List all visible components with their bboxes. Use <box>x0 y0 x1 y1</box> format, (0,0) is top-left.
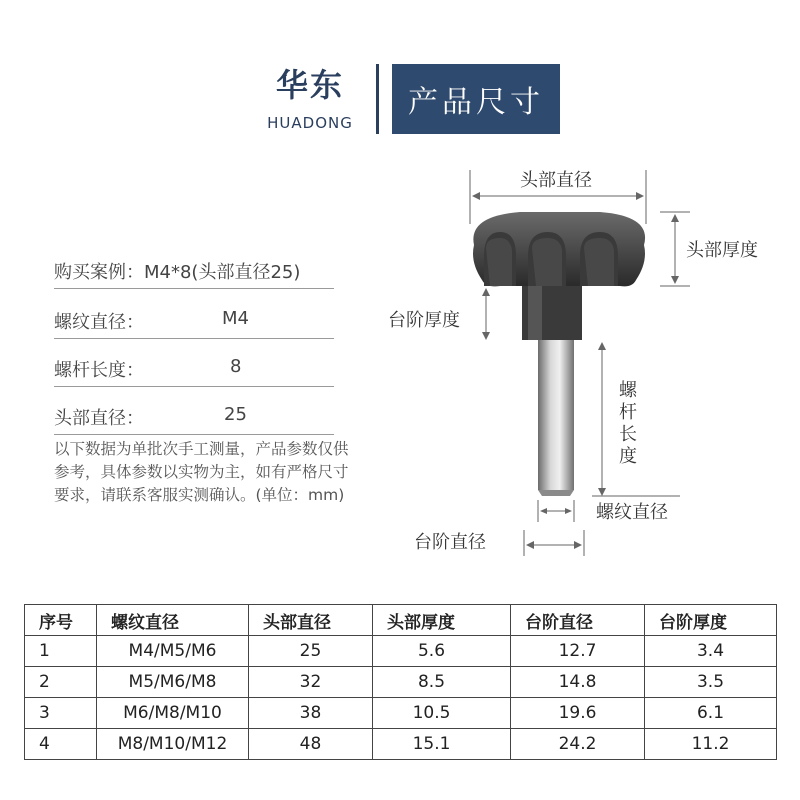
table-cell: 14.8 <box>511 667 645 698</box>
table-cell: M5/M6/M8 <box>97 667 249 698</box>
spec-value: M4 <box>222 308 249 329</box>
table-cell: M6/M8/M10 <box>97 698 249 729</box>
knob-head <box>473 212 645 286</box>
dim-step-diameter <box>524 530 584 556</box>
table-row <box>25 729 777 760</box>
label-screw-length-4: 度 <box>619 446 637 467</box>
label-screw-length-3: 长 <box>619 424 637 445</box>
table-cell: 2 <box>25 667 97 698</box>
table-cell: 4 <box>25 729 97 760</box>
col-header-thread: 螺纹直径 <box>97 605 249 636</box>
table-row <box>25 636 777 667</box>
table-header-row <box>25 605 777 636</box>
spec-label: 头部直径： <box>54 408 144 429</box>
spec-label: 螺纹直径： <box>54 312 144 333</box>
dim-step-thickness <box>482 288 490 340</box>
label-screw-length-1: 螺 <box>619 380 637 401</box>
brand-name-en: HUADONG <box>267 114 353 132</box>
table-cell: 3.5 <box>645 667 777 698</box>
collar-highlight <box>528 286 542 340</box>
table-row <box>25 667 777 698</box>
spec-label: 螺杆长度： <box>54 360 144 381</box>
table-cell: 19.6 <box>511 698 645 729</box>
table-cell: 48 <box>249 729 373 760</box>
label-head-thickness: 头部厚度 <box>686 240 758 261</box>
table-cell: 24.2 <box>511 729 645 760</box>
table-cell: 38 <box>249 698 373 729</box>
col-header-head-thickness: 头部厚度 <box>373 605 511 636</box>
label-step-diameter: 台阶直径 <box>414 532 486 553</box>
note-line: 参考，具体参数以实物为主，如有严格尺寸 <box>54 463 349 481</box>
spec-example: 购买案例：M4*8(头部直径25) <box>54 262 301 283</box>
spec-value: 8 <box>230 356 242 377</box>
label-thread-diameter: 螺纹直径 <box>596 502 668 523</box>
table-cell: 3.4 <box>645 636 777 667</box>
table-cell: M8/M10/M12 <box>97 729 249 760</box>
table-cell: 8.5 <box>373 667 511 698</box>
table-cell: 10.5 <box>373 698 511 729</box>
label-head-diameter: 头部直径 <box>520 170 592 191</box>
table-cell: 11.2 <box>645 729 777 760</box>
table-cell: 15.1 <box>373 729 511 760</box>
label-screw-length-2: 杆 <box>619 402 637 423</box>
size-table <box>24 604 777 760</box>
col-header-step-diameter: 台阶直径 <box>511 605 645 636</box>
col-header-index: 序号 <box>25 605 97 636</box>
dim-thread-diameter <box>538 500 574 522</box>
table-row <box>25 698 777 729</box>
table-cell: 5.6 <box>373 636 511 667</box>
table-cell: 1 <box>25 636 97 667</box>
table-cell: M4/M5/M6 <box>97 636 249 667</box>
table-cell: 3 <box>25 698 97 729</box>
table-cell: 32 <box>249 667 373 698</box>
spec-value: 25 <box>224 404 247 425</box>
note-line: 以下数据为单批次手工测量，产品参数仅供 <box>54 440 349 458</box>
brand-name-cn: 华东 <box>275 66 344 104</box>
col-header-step-thickness: 台阶厚度 <box>645 605 777 636</box>
table-cell: 6.1 <box>645 698 777 729</box>
note-line: 要求，请联系客服实测确认。(单位：mm) <box>54 486 345 504</box>
label-step-thickness: 台阶厚度 <box>388 310 460 331</box>
table-cell: 25 <box>249 636 373 667</box>
col-header-head-diameter: 头部直径 <box>249 605 373 636</box>
table-cell: 12.7 <box>511 636 645 667</box>
page-title: 产品尺寸 <box>392 64 560 134</box>
threaded-screw <box>538 340 574 496</box>
